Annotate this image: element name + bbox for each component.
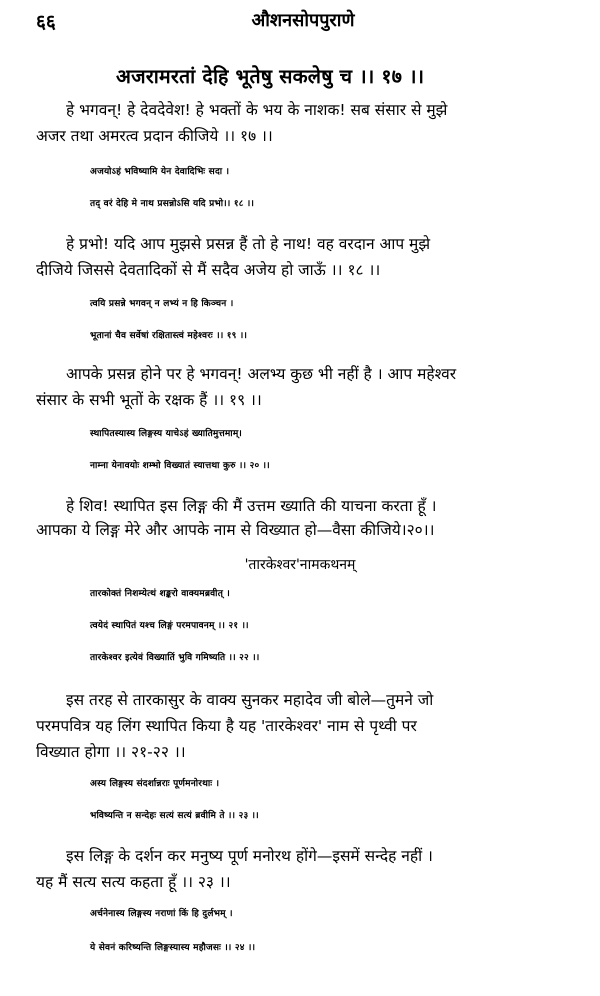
translation-19-line-2: संसार के सभी भूतों के रक्षक हैं ।। १९ ।। [36,391,262,409]
verse-23-line-2: भविष्यन्ति न सन्देहः सत्यं सत्यं ब्रवीमि ते ।। २३ ।। [90,811,259,821]
verse-24-line-1: अर्चनेनास्य लिङ्गस्य नराणां किं हि दुर्लभम् । [90,909,233,919]
translation-23-line-2: यह मैं सत्य सत्य कहता हूँ ।। २३ ।। [36,873,231,891]
verse-18-line-1: अजयोऽहं भविष्यामि येन देवादिभिः सदा । [90,167,230,177]
translation-17-line-2: अजर तथा अमरत्व प्रदान कीजिये ।। १७ ।। [36,127,273,145]
verse-24-line-2: ये सेवनं करिष्यन्ति लिङ्गस्यास्य महौजसः ।। २४ ।। [90,943,256,953]
section-heading: 'तारकेश्वर'नामकथनम् [244,557,356,573]
translation-20-line-2: आपका ये लिङ्ग मेरे और आपके नाम से विख्यात हो—वैसा कीजिये।२०।। [36,521,435,539]
verse-23-line-1: अस्य लिङ्गस्य संदर्शान्नराः पूर्णमनोरथाः । [90,779,220,789]
verse-22-line-1: तारकेश्वर इत्येवं विख्यातिं भुवि गमिष्यति ।। २२ ।। [90,653,260,663]
translation-20-line-1: हे शिव! स्थापित इस लिङ्ग की मैं उत्तम ख्याति की याचना करता हूँ । [66,497,437,515]
translation-22-line-2: परमपवित्र यह लिंग स्थापित किया है यह 'तारकेश्वर' नाम से पृथ्वी पर [36,717,417,735]
translation-18-line-2: दीजिये जिससे देवतादिकों से मैं सदैव अजेय हो जाऊँ ।। १८ ।। [36,261,381,279]
translation-22-line-1: इस तरह से तारकासुर के वाक्य सुनकर महादेव जी बोले—तुमने जो [66,691,434,709]
verse-17-line-1: अजरामरतां देहि भूतेषु सकलेषु च ।। १७ ।। [116,65,425,88]
translation-18-line-1: हे प्रभो! यदि आप मुझसे प्रसन्न हैं तो हे नाथ! वह वरदान आप मुझे [66,235,431,253]
running-title: औशनसोपपुराणे [251,10,355,31]
page-number: ६६ [36,11,56,33]
verse-20-line-1: स्थापितस्यास्य लिङ्गस्य याचेऽहं ख्यातिमुत्तमाम्। [90,429,243,439]
verse-21-line-1: तारकोक्तं निशम्येत्थं शङ्करो वाक्यमब्रवीत् । [90,589,230,599]
verse-19-line-1: त्वयि प्रसन्ने भगवन् न लभ्यं न हि किञ्चन । [90,299,234,309]
translation-22-line-3: विख्यात होगा ।। २१-२२ ।। [36,743,186,761]
translation-17-line-1: हे भगवन्! हे देवदेवेश! हे भक्तों के भय के नाशक! सब संसार से मुझे [66,101,448,119]
verse-19-line-2: भूतानां चैव सर्वेषां रक्षितास्त्वं महेश्वरः ।। १९ ।। [90,331,248,341]
page-header [36,6,570,36]
verse-20-line-2: नाम्ना येनावयोः शम्भो विख्यातं स्यात्तथा कुरु ।। २० ।। [90,461,270,471]
verse-18-line-2: तद् वरं देहि मे नाथ प्रसन्नोऽसि यदि प्रभो।। १८ ।। [90,199,255,209]
verse-21-line-2: त्वयेदं स्थापितं यश्च लिङ्गं परमपावनम् ।। २१ ।। [90,621,249,631]
translation-19-line-1: आपके प्रसन्न होने पर हे भगवन्! अलभ्य कुछ भी नहीं है । आप महेश्वर [66,365,457,383]
translation-23-line-1: इस लिङ्ग के दर्शन कर मनुष्य पूर्ण मनोरथ होंगे—इसमें सन्देह नहीं । [66,847,433,865]
